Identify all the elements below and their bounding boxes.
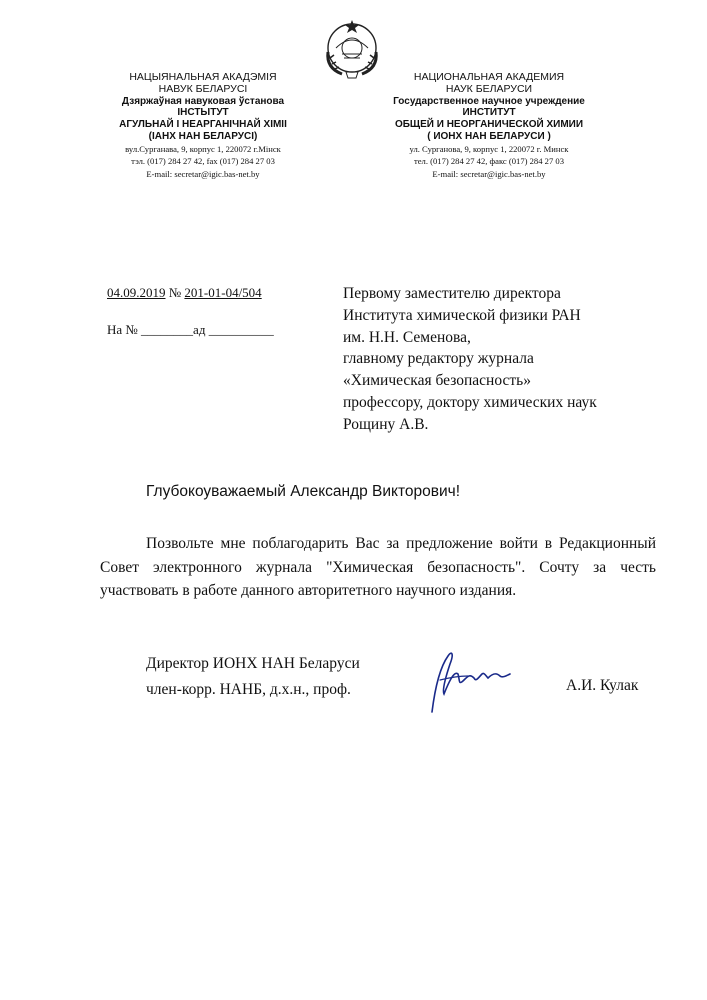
- institute-abbr-ru: ( ИОНХ НАН БЕЛАРУСИ ): [427, 130, 551, 142]
- email-be: E-mail: secretar@igic.bas-net.by: [146, 168, 260, 179]
- address-be: вул.Сурганава, 9, корпус 1, 220072 г.Мінск: [125, 143, 281, 154]
- addressee-line: им. Н.Н. Семенова,: [343, 328, 471, 346]
- addressee-line: профессору, доктору химических наук: [343, 393, 597, 411]
- institution-type-be: Дзяржаўная навуковая ўстанова: [121, 95, 285, 107]
- academy-name-ru-2: НАУК БЕЛАРУСИ: [445, 82, 533, 95]
- greeting: Глубокоуважаемый Александр Викторович!: [146, 483, 461, 500]
- letter-number: 201-01-04/504: [184, 285, 262, 300]
- academy-name-be: НАЦЫЯНАЛЬНАЯ АКАДЭМІЯ: [129, 71, 277, 83]
- letterhead-left: [92, 72, 314, 180]
- signatory-degree: член-корр. НАНБ, д.х.н., проф.: [146, 680, 351, 698]
- address-ru: ул. Сурганова, 9, корпус 1, 220072 г. Минск: [409, 143, 569, 154]
- letter-body: Позвольте мне поблагодарить Вас за предложение войти в Редакционный Совет электронного журнала "Химическая безопасность". Сочту за честь участвовать в работе данного авторитетного научного издания.: [100, 535, 656, 599]
- institute-name-ru: ОБЩЕЙ И НЕОРГАНИЧЕСКОЙ ХИМИИ: [394, 119, 584, 131]
- handwritten-signature: [418, 640, 518, 720]
- email-ru: E-mail: secretar@igic.bas-net.by: [432, 168, 546, 179]
- number-sign: №: [168, 285, 182, 300]
- addressee-line: Рощину А.В.: [343, 415, 429, 433]
- letter-date: 04.09.2019: [107, 285, 166, 300]
- addressee-line: Института химической физики РАН: [343, 306, 581, 324]
- state-emblem-icon: [318, 18, 386, 80]
- letterhead-right: [358, 72, 620, 180]
- signatory-position: Директор ИОНХ НАН Беларуси: [146, 655, 360, 672]
- institute-label-ru: ИНСТИТУТ: [462, 107, 516, 119]
- addressee-block: [343, 283, 597, 436]
- institute-label-be: ІНСТЫТУТ: [177, 107, 229, 119]
- addressee-line: главному редактору журнала: [343, 350, 534, 368]
- reply-reference: На № ________ад __________: [107, 322, 274, 337]
- signatory-title: [146, 651, 360, 702]
- addressee-line: «Химическая безопасность»: [343, 372, 531, 390]
- institute-name-be: АГУЛЬНАЙ І НЕАРГАНІЧНАЙ ХІМІІ: [119, 119, 287, 131]
- phone-be: тэл. (017) 284 27 42, fax (017) 284 27 03: [131, 156, 275, 167]
- academy-name-be-2: НАВУК БЕЛАРУСІ: [158, 82, 248, 95]
- institute-abbr-be: (ІАНХ НАН БЕЛАРУСІ): [148, 130, 258, 142]
- academy-name-ru: НАЦИОНАЛЬНАЯ АКАДЕМИЯ: [413, 71, 565, 83]
- institution-type-ru: Государственное научное учреждение: [393, 95, 585, 107]
- addressee-line: Первому заместителю директора: [343, 285, 561, 302]
- outgoing-reference: [107, 285, 262, 301]
- signatory-name: А.И. Кулак: [566, 677, 639, 694]
- phone-ru: тел. (017) 284 27 42, факс (017) 284 27 03: [413, 156, 565, 167]
